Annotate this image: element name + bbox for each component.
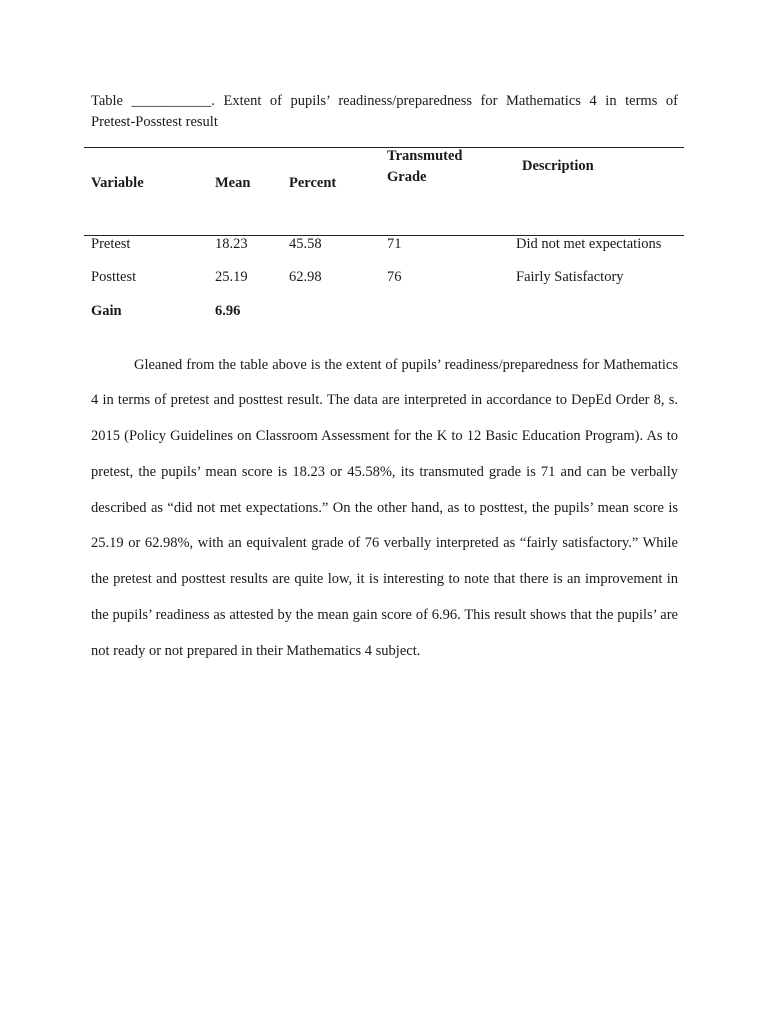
- row-pretest-transmuted-grade: 71: [387, 236, 402, 252]
- table-caption-line-1: Table ___________. Extent of pupils’ readiness/preparedness for Mathematics 4 in terms of: [91, 93, 678, 109]
- row-posttest-mean: 25.19: [215, 269, 248, 285]
- table-caption-line-2: Pretest-Posstest result: [91, 114, 218, 130]
- header-transmuted-grade: Transmuted Grade: [387, 148, 463, 185]
- header-description: Description: [522, 158, 594, 174]
- row-posttest-description: Fairly Satisfactory: [516, 269, 624, 285]
- row-posttest-percent: 62.98: [289, 269, 322, 285]
- row-posttest-transmuted-grade: 76: [387, 269, 402, 285]
- table-caption: [91, 91, 678, 133]
- row-pretest-mean: 18.23: [215, 236, 248, 252]
- row-gain-mean: 6.96: [215, 303, 241, 319]
- header-variable: Variable: [91, 175, 144, 191]
- row-posttest-variable: Posttest: [91, 269, 137, 285]
- header-percent: Percent: [289, 175, 337, 191]
- table-top-rule: [84, 147, 684, 148]
- header-mean: Mean: [215, 175, 251, 191]
- body-paragraph: Gleaned from the table above is the extent of pupils’ readiness/preparedness for Mathematics 4 in terms of pretest and posttest result. The data are interpreted in accordance to DepEd Order 8, s. 2015 (Policy Guidelines on Classroom Assessment for the K to 12 Basic Education Program). As to pretest, the pupils’ mean score is 18.23 or 45.58%, its transmuted grade is 71 and can be verbally described as “did not met expectations.” On the other hand, as to posttest, the pupils’ mean score is 25.19 or 62.98%, with an equivalent grade of 76 verbally interpreted as “fairly satisfactory.” While the pretest and posttest results are quite low, it is interesting to note that there is an improvement in the pupils’ readiness as attested by the mean gain score of 6.96. This result shows that the pupils’ are not ready or not prepared in their Mathematics 4 subject.: [91, 356, 678, 659]
- row-pretest-description: Did not met expectations: [516, 236, 662, 252]
- row-gain-label: Gain: [91, 303, 122, 319]
- row-pretest-variable: Pretest: [91, 236, 131, 252]
- row-pretest-percent: 45.58: [289, 236, 322, 252]
